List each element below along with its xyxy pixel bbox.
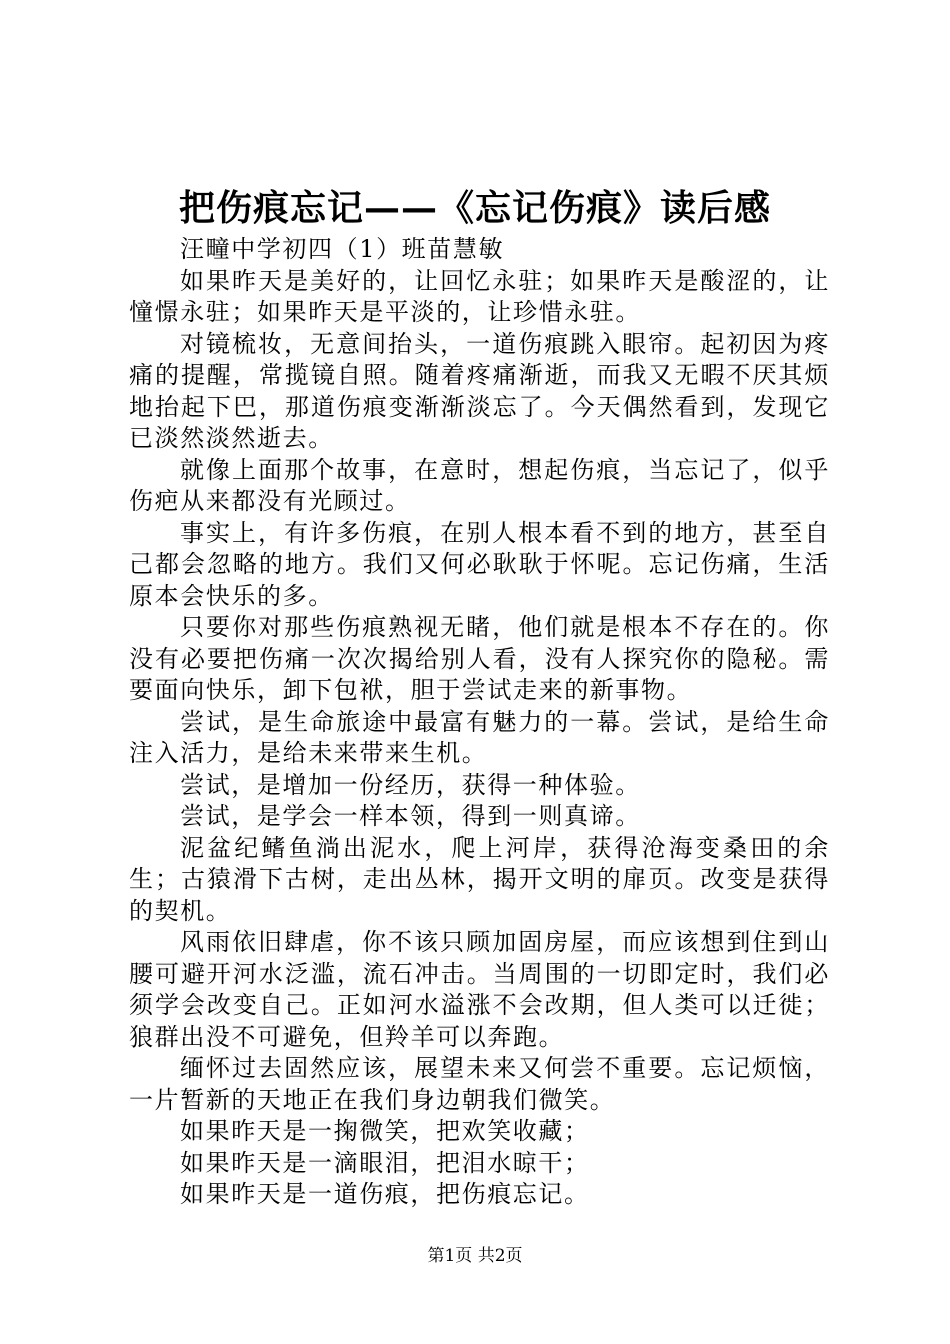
paragraph: 风雨依旧肆虐，你不该只顾加固房屋，而应该想到住到山腰可避开河水泛滥，流石冲击。当周围的一切即定时，我们必须学会改变自己。正如河水溢涨不会改期，但人类可以迁徙；狼群出没不可避免，但羚羊可以奔跑。: [129, 928, 830, 1051]
paragraph: 就像上面那个故事，在意时，想起伤痕，当忘记了，似乎伤疤从来都没有光顾过。: [129, 455, 830, 515]
paragraph: 只要你对那些伤痕熟视无睹，他们就是根本不存在的。你没有必要把伤痛一次次揭给别人看，没有人探究你的隐秘。需要面向快乐，卸下包袱，胆于尝试走来的新事物。: [129, 613, 830, 704]
paragraph: 尝试，是生命旅途中最富有魅力的一幕。尝试，是给生命注入活力，是给未来带来生机。: [129, 707, 830, 767]
paragraph: 泥盆纪鳍鱼淌出泥水，爬上河岸，获得沧海变桑田的余生；古猿滑下古树，走出丛林，揭开文明的扉页。改变是获得的契机。: [129, 833, 830, 925]
paragraph: 缅怀过去固然应该，展望未来又何尝不重要。忘记烦恼，一片暂新的天地正在我们身边朝我们微笑。: [129, 1054, 830, 1114]
document-title: 把伤痕忘记——《忘记伤痕》读后感: [178, 187, 771, 229]
paragraph: 对镜梳妆，无意间抬头，一道伤痕跳入眼帘。起初因为疼痛的提醒，常揽镜自照。随着疼痛渐逝，而我又无暇不厌其烦地抬起下巴，那道伤痕变渐渐淡忘了。今天偶然看到，发现它已淡然淡然逝去。: [129, 329, 830, 452]
document-body: [129, 234, 830, 1211]
paragraph: 如果昨天是一滴眼泪，把泪水晾干；: [180, 1148, 590, 1177]
paragraph: 如果昨天是美好的，让回忆永驻；如果昨天是酸涩的，让憧憬永驻；如果昨天是平淡的，让珍惜永驻。: [129, 266, 830, 326]
paragraph: 尝试，是增加一份经历，获得一种体验。: [180, 770, 641, 799]
page-footer: 第1页 共2页: [427, 1246, 523, 1266]
paragraph: 事实上，有许多伤痕，在别人根本看不到的地方，甚至自己都会忽略的地方。我们又何必耿耿于怀呢。忘记伤痛，生活原本会快乐的多。: [129, 518, 830, 610]
author-line: 汪疃中学初四（1）班苗慧敏: [180, 235, 505, 263]
paragraph: 如果昨天是一掬微笑，把欢笑收藏；: [180, 1117, 590, 1145]
paragraph: 如果昨天是一道伤痕，把伤痕忘记。: [180, 1180, 590, 1208]
paragraph: 尝试，是学会一样本领，得到一则真谛。: [180, 802, 641, 830]
